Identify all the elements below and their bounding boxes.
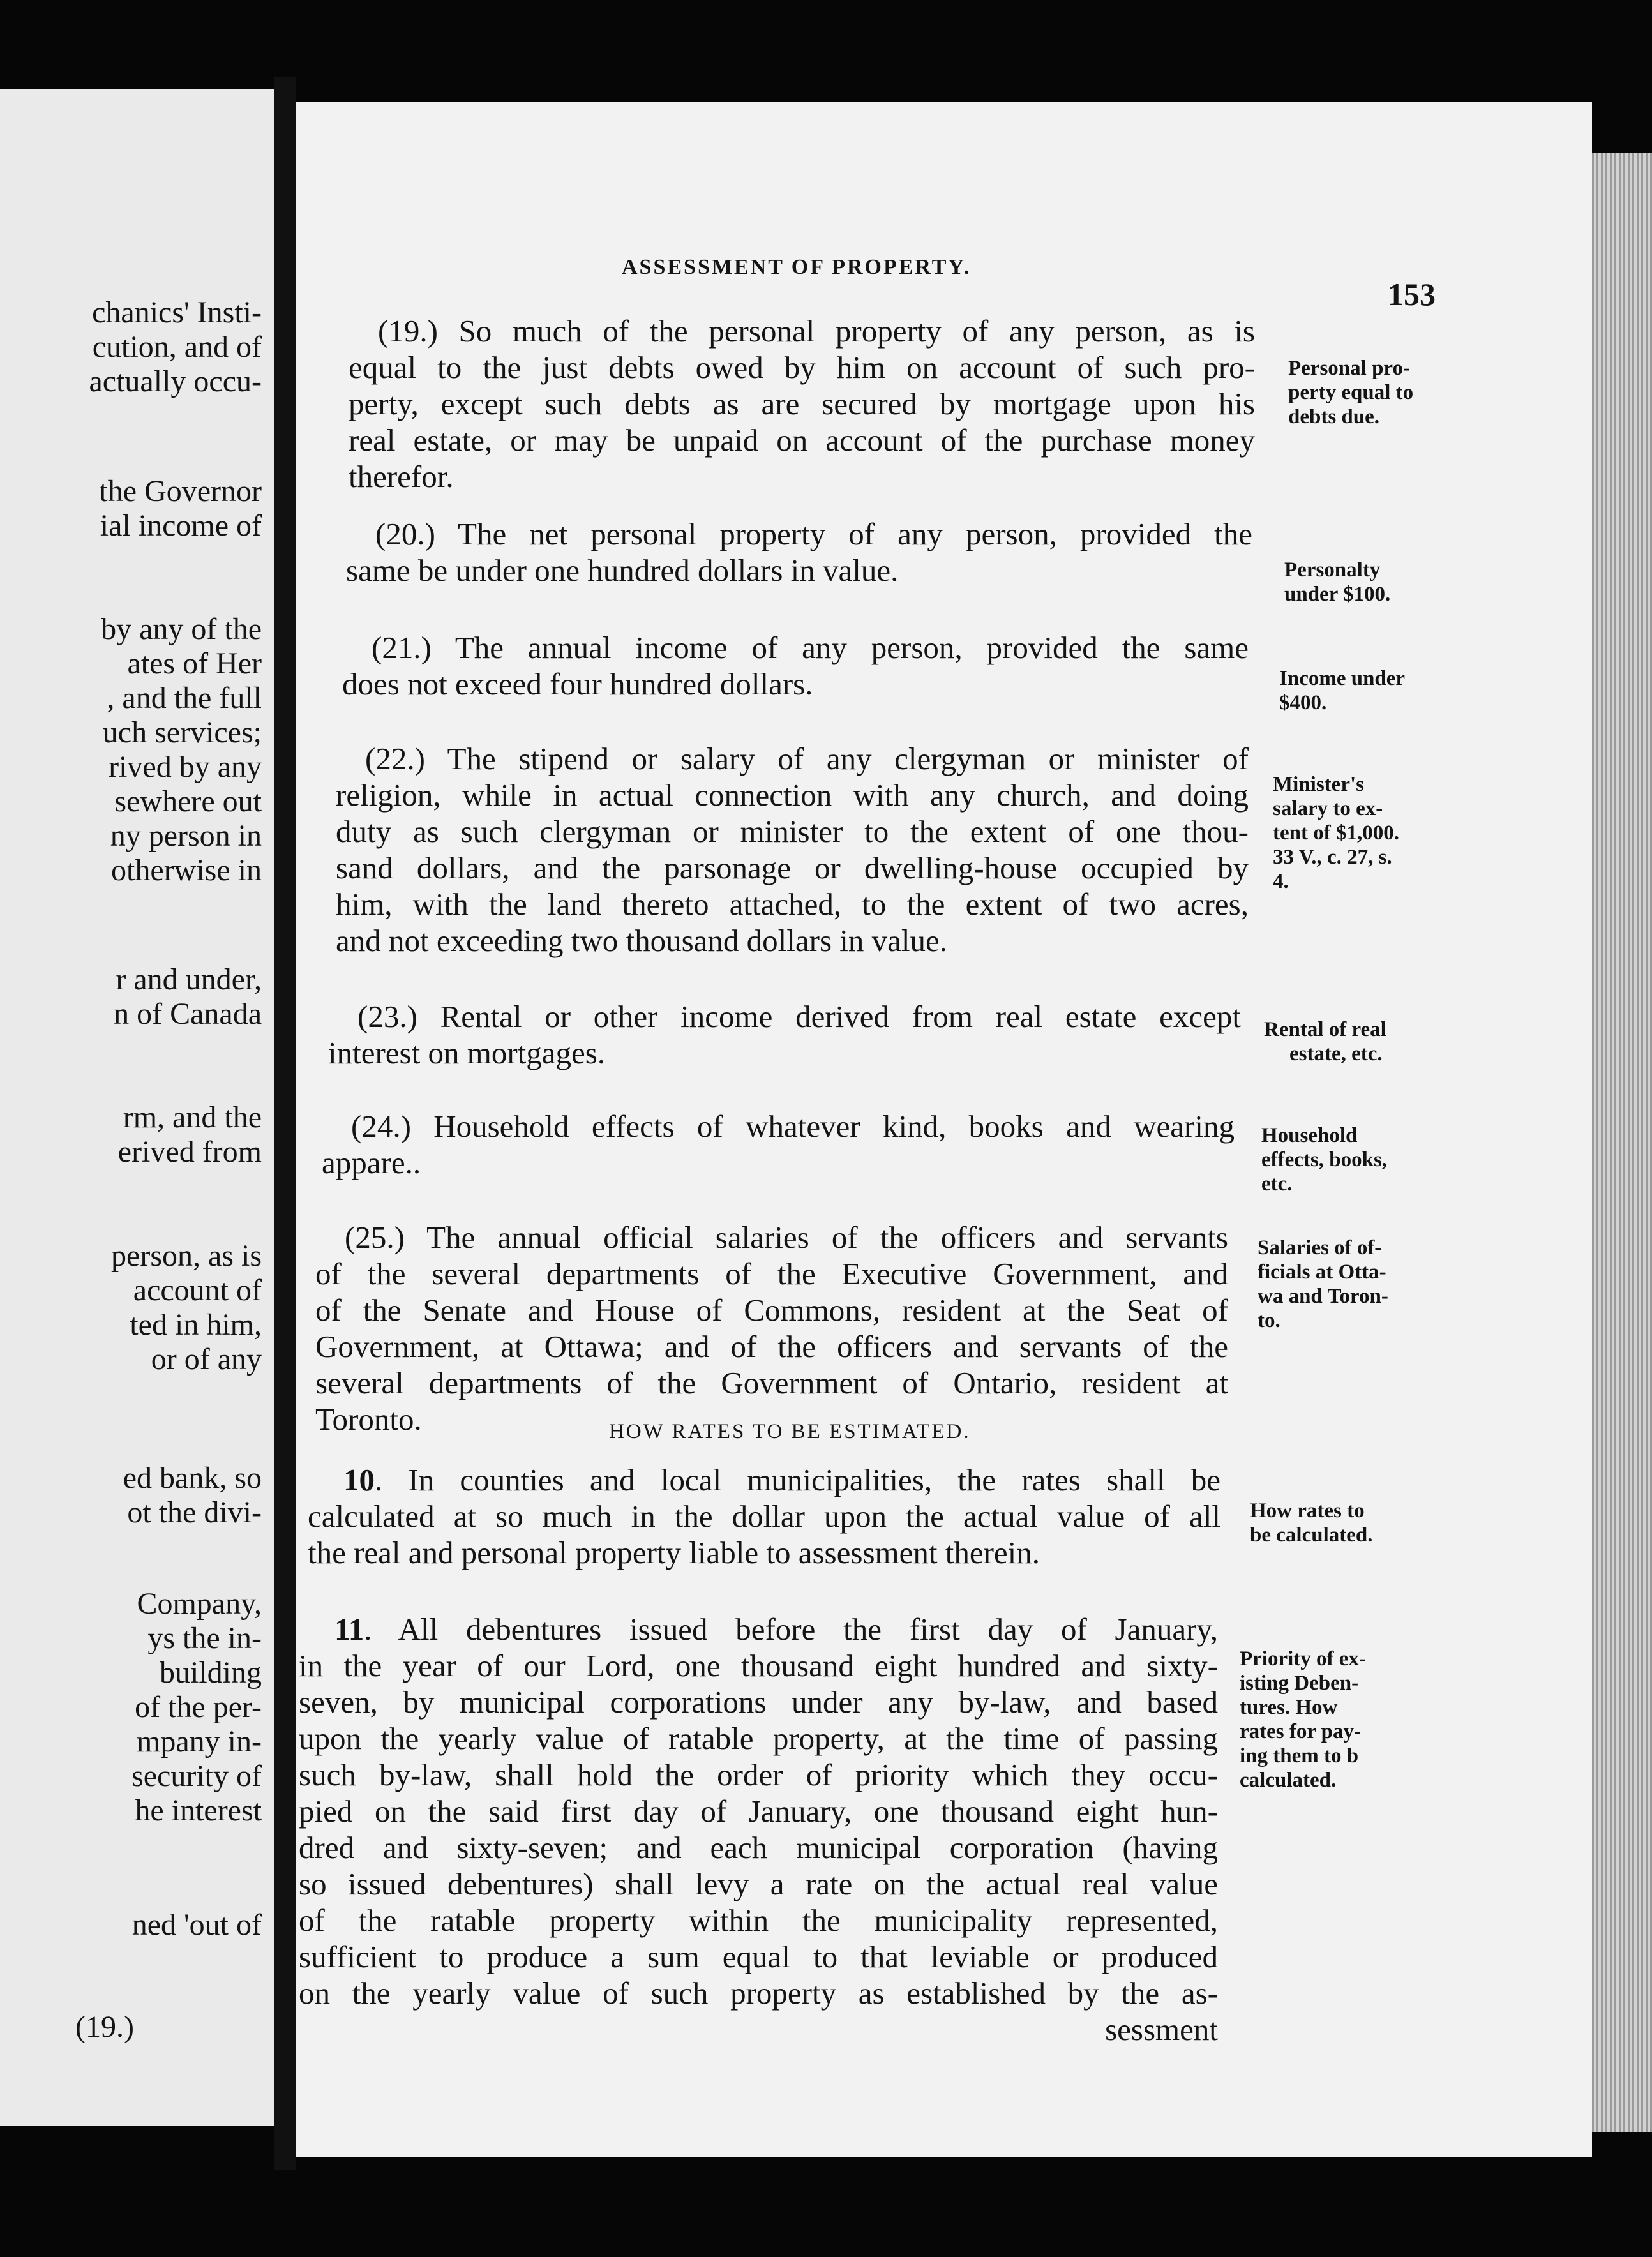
text-line: (20.) The net personal property of any person, provided the	[375, 516, 1252, 551]
text-line: calculated at so much in the dollar upon the actual value of all	[308, 1499, 1220, 1534]
text-line: the real and personal property liable to assessment therein.	[308, 1535, 1040, 1570]
text-line: (22.) The stipend or salary of any clergyman or minister of	[365, 741, 1249, 776]
text-line: (19.) So much of the personal property of any person, as is	[378, 313, 1255, 349]
right-page	[296, 102, 1592, 2157]
margin-note	[1284, 558, 1390, 606]
left-page-line: he interest	[135, 1794, 262, 1827]
text-line: several departments of the Government of Ontario, resident at	[315, 1365, 1228, 1400]
margin-note-line: Rental of real	[1264, 1018, 1386, 1041]
clause-19	[349, 313, 1255, 495]
margin-note-line: 33 V., c. 27, s.	[1273, 846, 1392, 869]
left-page-line: ny person in	[110, 819, 262, 853]
margin-note-line: ing them to b	[1240, 1744, 1359, 1767]
margin-note-line: Salaries of of-	[1258, 1236, 1382, 1259]
left-page-line: mpany in-	[137, 1725, 262, 1758]
left-page-line: ot the divi-	[127, 1496, 262, 1529]
text-line: upon the yearly value of ratable property, at the time of passing	[299, 1721, 1218, 1756]
left-page-line: of the per-	[135, 1690, 262, 1724]
text-line: appare..	[322, 1145, 421, 1180]
left-page-catchword: (19.)	[75, 2010, 134, 2044]
margin-note-line: under $100.	[1284, 583, 1391, 606]
left-page-line: building	[159, 1656, 262, 1690]
text-line: so issued debentures) shall levy a rate on the actual real value	[299, 1866, 1218, 1901]
left-page-line: person, as is	[111, 1239, 262, 1273]
text-line: pied on the said first day of January, one thousand eight hun-	[299, 1794, 1218, 1829]
margin-note	[1273, 772, 1399, 894]
left-page-line: ial income of	[100, 509, 262, 543]
section-number: 11	[334, 1612, 364, 1647]
clause-21	[342, 629, 1249, 702]
margin-note	[1261, 1123, 1387, 1196]
left-page-line: ted in him,	[130, 1308, 262, 1342]
left-page-line: cution, and of	[92, 330, 262, 364]
text-line: (23.) Rental or other income derived from real estate except	[357, 999, 1241, 1034]
text-line-body: . In counties and local municipalities, the rates shall be	[375, 1462, 1220, 1497]
margin-note-line: rates for pay-	[1240, 1720, 1362, 1743]
margin-note-line: Minister's	[1273, 773, 1364, 796]
margin-note	[1288, 356, 1413, 429]
text-line: Toronto.	[315, 1402, 422, 1437]
margin-note-line: effects, books,	[1261, 1148, 1388, 1171]
text-line: and not exceeding two thousand dollars in value.	[336, 923, 947, 958]
text-line: (21.) The annual income of any person, provided the same	[372, 630, 1249, 665]
text-line: in the year of our Lord, one thousand eight hundred and sixty-	[299, 1648, 1218, 1683]
text-line: perty, except such debts as are secured by mortgage upon his	[349, 386, 1255, 421]
clause-25	[315, 1219, 1228, 1437]
left-page-fragment	[0, 89, 274, 2126]
text-line-body: . All debentures issued before the first day of January,	[364, 1612, 1218, 1647]
clause-24	[322, 1108, 1235, 1181]
text-line: of the Senate and House of Commons, resident at the Seat of	[315, 1293, 1228, 1328]
left-page-line: rived by any	[109, 750, 262, 784]
margin-note	[1264, 1017, 1386, 1066]
margin-note-line: be calculated.	[1250, 1524, 1373, 1547]
margin-note	[1240, 1647, 1366, 1792]
text-line	[308, 1462, 1220, 1498]
left-page-line: account of	[133, 1273, 262, 1307]
margin-note-line: estate, etc.	[1289, 1042, 1383, 1065]
text-line: of the several departments of the Executive Government, and	[315, 1256, 1228, 1291]
text-line: such by-law, shall hold the order of priority which they occu-	[299, 1757, 1218, 1792]
text-line: him, with the land thereto attached, to the extent of two acres,	[336, 887, 1249, 922]
text-line: same be under one hundred dollars in value.	[346, 553, 899, 588]
text-line: therefor.	[349, 459, 454, 494]
left-page-line: chanics' Insti-	[92, 296, 262, 329]
margin-note-line: Personal pro-	[1288, 357, 1410, 380]
text-line: real estate, or may be unpaid on account of the purchase money	[349, 423, 1255, 458]
page-number: 153	[1388, 276, 1436, 312]
text-line: does not exceed four hundred dollars.	[342, 666, 813, 701]
left-page-line: the Governor	[99, 474, 262, 508]
left-page-line: rm, and the	[123, 1100, 262, 1134]
left-page-line: ned 'out of	[131, 1908, 262, 1942]
margin-note-line: calculated.	[1240, 1769, 1337, 1792]
text-line: dred and sixty-seven; and each municipal corporation (having	[299, 1830, 1218, 1865]
left-page-line: otherwise in	[111, 853, 262, 887]
text-line	[299, 1611, 1218, 1647]
running-head: ASSESSMENT OF PROPERTY.	[622, 255, 972, 279]
margin-note	[1279, 666, 1405, 715]
left-page-line: actually occu-	[89, 364, 262, 398]
clause-20	[346, 516, 1252, 589]
margin-note-line: to.	[1258, 1309, 1280, 1332]
text-line: Government, at Ottawa; and of the officers and servants of the	[315, 1329, 1228, 1364]
left-page-line: ys the in-	[147, 1621, 262, 1655]
text-line: religion, while in actual connection with any church, and doing	[336, 777, 1249, 813]
margin-note-line: Priority of ex-	[1240, 1647, 1366, 1670]
margin-note-line: How rates to	[1250, 1499, 1365, 1522]
text-line: duty as such clergyman or minister to the extent of one thou-	[336, 814, 1249, 849]
left-page-line: security of	[131, 1759, 262, 1793]
left-page-line: Company,	[137, 1587, 262, 1621]
catchword: sessment	[1105, 2012, 1218, 2047]
text-line: (25.) The annual official salaries of the officers and servants	[345, 1220, 1228, 1255]
margin-note-line: wa and Toron-	[1258, 1285, 1388, 1308]
section-11	[299, 1611, 1218, 2048]
margin-note-line: isting Deben-	[1240, 1672, 1359, 1695]
margin-note-line: Personalty	[1284, 559, 1381, 581]
left-page-line: , and the full	[107, 681, 262, 715]
text-line: seven, by municipal corporations under any by-law, and based	[299, 1684, 1218, 1720]
clause-23	[328, 998, 1241, 1071]
margin-note	[1250, 1499, 1372, 1547]
margin-note-line: etc.	[1261, 1173, 1293, 1196]
text-line: sand dollars, and the parsonage or dwelling-house occupied by	[336, 850, 1249, 885]
text-line: (24.) Household effects of whatever kind, books and wearing	[351, 1109, 1235, 1144]
margin-note-line: perty equal to	[1288, 381, 1414, 404]
left-page-line: or of any	[151, 1342, 262, 1376]
left-page-line: erived from	[117, 1135, 262, 1169]
book-page-edges	[1592, 153, 1652, 2132]
left-page-line: r and under,	[116, 963, 262, 996]
text-line: equal to the just debts owed by him on account of such pro-	[349, 350, 1255, 385]
left-page-line: n of Canada	[114, 997, 262, 1031]
margin-note-line: tent of $1,000.	[1273, 821, 1399, 844]
clause-22	[336, 740, 1249, 959]
margin-note-line: tures. How	[1240, 1696, 1338, 1719]
margin-note-line: Household	[1261, 1124, 1358, 1147]
section-subheading: HOW RATES TO BE ESTIMATED.	[609, 1420, 971, 1443]
margin-note-line: $400.	[1279, 691, 1327, 714]
left-page-line: by any of the	[101, 612, 262, 646]
margin-note-line: 4.	[1273, 870, 1289, 893]
text-line: of the ratable property within the municipality represented,	[299, 1903, 1218, 1938]
margin-note-line: debts due.	[1288, 405, 1380, 428]
book-gutter	[274, 77, 296, 2170]
left-page-line: sewhere out	[114, 784, 262, 818]
margin-note-line: Income under	[1279, 667, 1406, 690]
left-page-line: ed bank, so	[123, 1461, 262, 1495]
margin-note-line: ficials at Otta-	[1258, 1261, 1386, 1284]
margin-note	[1258, 1236, 1388, 1333]
text-line: sufficient to produce a sum equal to that leviable or produced	[299, 1939, 1218, 1974]
margin-note-line: salary to ex-	[1273, 797, 1383, 820]
text-line: interest on mortgages.	[328, 1035, 606, 1070]
section-number: 10	[343, 1462, 375, 1497]
section-10	[308, 1462, 1220, 1571]
left-page-line: uch services;	[102, 716, 262, 749]
left-page-line: ates of Her	[127, 647, 262, 680]
text-line: on the yearly value of such property as established by the as-	[299, 1976, 1218, 2011]
